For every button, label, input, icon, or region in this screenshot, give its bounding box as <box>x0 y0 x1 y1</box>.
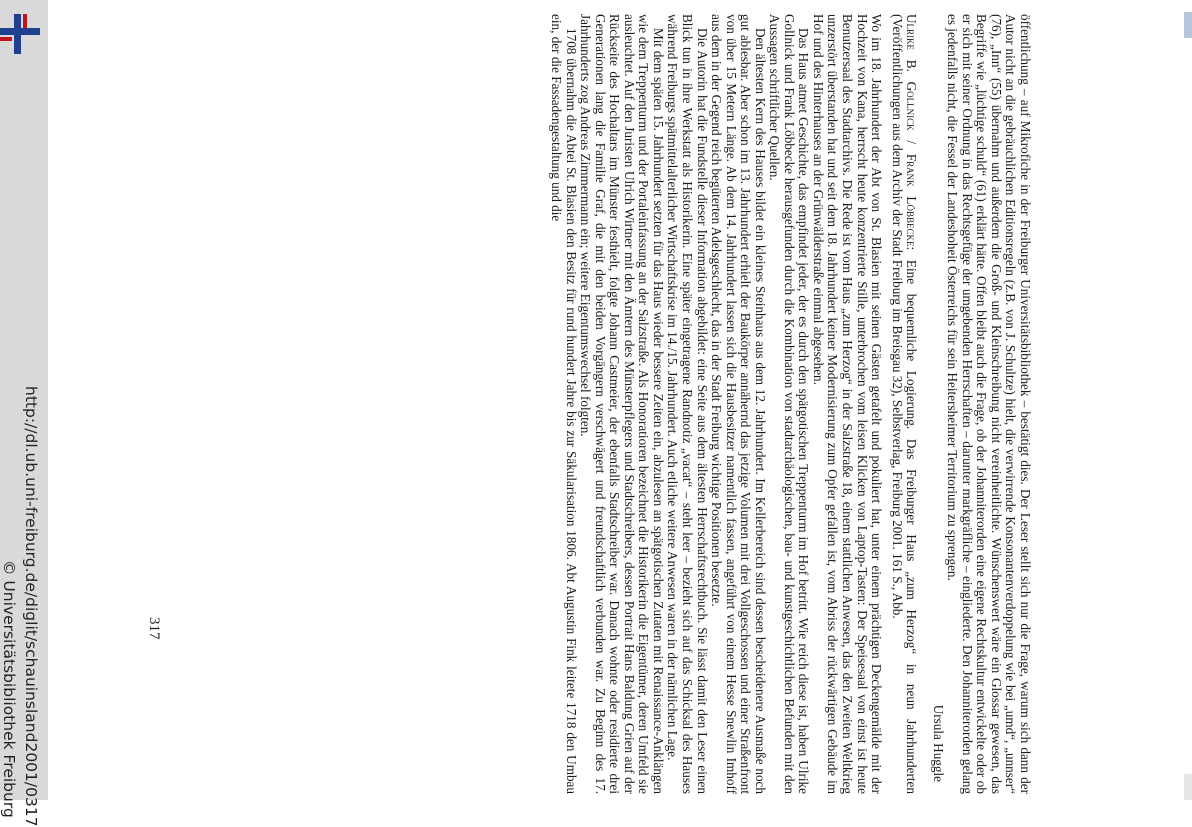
source-url[interactable]: http://dl.ub.uni-freiburg.de/diglit/schauinsland2001/0317 <box>22 386 40 827</box>
library-logo-icon <box>0 14 40 54</box>
review-signature: Ursula Huggle <box>930 704 946 782</box>
review-paragraph: Das Haus atmet Geschichte, das empfindet jeder, der es durch den spätgotischen Treppenturm im Hof betritt. Wie reich diese ist, haben Ulrike Gollnick und Frank Löbbecke herausgefunden durch die Kombination von stadtarchäologischen, bau- und kunstgeschichtlichen Befunden mit den Aussagen schriftlicher Quellen. <box>767 14 812 794</box>
review-citation: Ulrike B. Gollnick / Frank Löbbecke: Eine bequemliche Logierung. Das Freiburger Haus „zum Herzog“ in neun Jahrhunderten (Veröffentlichungen aus dem Archiv der Stadt Freiburg im Breisgau 32), Selbstverlag, Freiburg 2001. 161 S., Abb. <box>889 14 920 794</box>
page-number: 317 <box>146 617 162 640</box>
copyright-notice: © Universitätsbibliothek Freiburg <box>0 560 18 818</box>
scanned-page <box>162 14 1032 794</box>
review-paragraph: Mit dem späten 15. Jahrhundert setzten für das Haus wieder bessere Zeiten ein, abzulesen an spätgotischen Zutaten mit Renaissance-Anklängen wie dem Treppenturm und der Portaleinfassung an der Salzstraße. Als Honoratioren bezeichnet die Historikerin die Eigentümer, deren Umfeld sie ausleuchtet. Auf den Juristen Ulrich Wirtner mit den Ämtern des Münsterpflegers und Stadtschreibers, dessen Portrait Hans Baldung Grien auf der Rückseite des Hochaltars im Münster festhielt, folgte Johann Castmeier, der ebenfalls Stadtschreiber war. Danach wohnte oder residierte drei Generationen lang die Familie Graf, die mit den beiden Vorgängern verschwägert und freundschaftlich verbunden war. Zu Beginn des 17. Jahrhunderts zog Andreas Zimmermann ein; weitere Eigentumswechsel folgten. <box>578 14 666 794</box>
author-name: Frank Löbbecke <box>904 153 920 247</box>
review-paragraph: 1708 übernahm die Abtei St. Blasien den Besitz für rund hundert Jahre bis zur Säkularisation 1806. Abt Augustin Fink leitete 1718 den Umbau ein, der die Fassadengestaltung und die <box>549 14 579 794</box>
author-name: Ulrike B. Gollnick <box>904 14 920 131</box>
review-paragraph: öffentlichung – auf Mikrofiche in der Freiburger Universitätsbibliothek – bestätigt dies. Der Leser stellt sich nur die Frage, warum sich dann der Autor nicht an die gebräuchlichen Editionsregeln (z.B. von J. Schultze) hielt, die verwirrende Konsonantenverdoppelung wie bei „umd“, „unnser“ (76), „Inn“ (55) übernahm und außerdem die Groß- und Kleinschreibung nicht vereinheitlichte. Wünschenswert wäre ein Glossar gewesen, das Begriffe wie „lüchtige schuld“ (61) erklärt hätte. Offen bleibt auch die Frage, ob der Johanniterorden eine eigene Rechtskultur entwickelte oder ob er sich mit seiner Ordnung in das Rechtsgefüge der umgebenden Herrschaften – darunter markgräfliche – eingliederte. Den Johanniterorden gelang es jedenfalls nicht, die Fessel der Landeshoheit Österreichs für sein Heitersheimer Territorium zu sprengen. <box>945 14 1033 794</box>
review-paragraph: Den ältesten Kern des Hauses bildet ein kleines Steinhaus aus dem 12. Jahrhundert. Im Kellerbereich sind dessen bescheidenere Ausmaße noch gut ablesbar. Aber schon im 13. Jahrhundert erhielt der Baukörper annähernd das jetzige Volumen mit drei Vollgeschossen und einer Straßenfront von über 15 Metern Länge. Ab dem 14. Jahrhundert lassen sich die Hausbesitzer namentlich fassen, angeführt von einem Hesse Snewlin Imhoff aus dem in der Gegend reich begüterten Adelsgeschlecht, das in der Stadt Freiburg wichtige Positionen besetzte. <box>709 14 768 794</box>
review-paragraph: Wo im 18. Jahrhundert der Abt von St. Blasien mit seinen Gästen getafelt und pokuliert hat, unter einem prächtigen Deckengemälde mit der Hochzeit von Kana, herrscht heute konzentrierte Stille, unterbrochen vom leisen Klicken von Laptop-Tasten: Der Speisesaal von einst ist heute Benutzersaal des Stadtarchivs. Die Rede ist vom Haus „zum Herzog“ in der Salzstraße 18, einem stattlichen Anwesen, das den Zweiten Weltkrieg unzerstört überstanden hat und seit dem 18. Jahrhundert keiner Modernisierung zum Opfer gefallen ist, vom Abriss der rückwärtigen Gebäude im Hof und des Hinterhauses an der Grünwälderstraße einmal abgesehen. <box>810 14 885 794</box>
edge-marker <box>1184 12 1192 38</box>
edge-marker <box>1184 774 1192 800</box>
review-paragraph: Die Autorin hat die Fundstelle dieser Information abgebildet: eine Seite aus dem ältesten Herrschaftsrechtbuch. Sie lässt damit den Leser einen Blick tun in ihre Werkstatt als Historikerin. Eine später eingetragene Randnotiz „vacat“ – steht leer – bezieht sich auf das Schicksal des Hauses während Freiburgs spätmittelalterlicher Wirtschaftskrise im 14./15. Jahrhundert. Auch etliche weitere Anwesen waren in der nämlichen Lage. <box>665 14 710 794</box>
citation-text: : Eine bequemliche Logierung. Das Freiburger Haus „zum Herzog“ in neun Jahrhunderten (Veröffentlichungen aus dem Archiv der Stadt Freiburg im Breisgau 32), Selbstverlag, Freiburg 2001. 161 S., Abb. <box>889 14 920 794</box>
